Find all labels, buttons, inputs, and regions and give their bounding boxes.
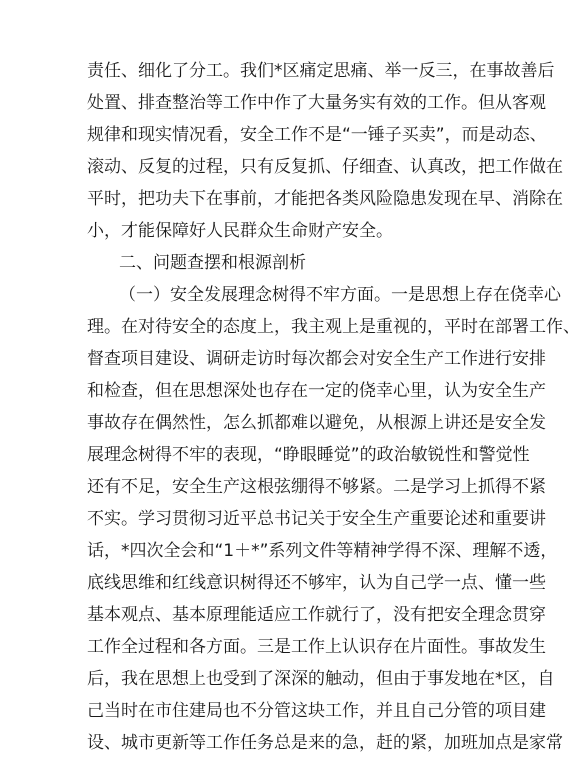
paragraph-line: 后，我在思想上也受到了深深的触动，但由于事发地在*区，自 (87, 669, 555, 689)
paragraph-line: （一）安全发展理念树得不牢方面。一是思想上存在侥幸心 (119, 285, 561, 305)
paragraph-line: 设、城市更新等工作任务总是来的急，赶的紧，加班加点是家常 (87, 733, 563, 753)
paragraph-line: 处置、排查整治等工作中作了大量务实有效的工作。但从客观 (87, 93, 546, 113)
paragraph-line: 理。在对待安全的态度上，我主观上是重视的，平时在部署工作、 (87, 317, 580, 337)
paragraph-line: 还有不足，安全生产这根弦绷得不够紧。二是学习上抓得不紧 (87, 477, 546, 497)
paragraph-line: 工作全过程和各方面。三是工作上认识存在片面性。事故发生 (87, 637, 546, 657)
paragraph-line: 话，*四次全会和“1＋*”系列文件等精神学得不深、理解不透， (87, 541, 558, 561)
paragraph-line: 己当时在市住建局也不分管这块工作，并且自己分管的项目建 (87, 701, 546, 721)
paragraph-line: 底线思维和红线意识树得还不够牢，认为自己学一点、懂一些 (87, 573, 546, 593)
paragraph-line: 基本观点、基本原理能适应工作就行了，没有把安全理念贯穿 (87, 605, 546, 625)
paragraph-line: 平时，把功夫下在事前，才能把各类风险隐患发现在早、消除在 (87, 189, 563, 209)
paragraph-line: 展理念树得不牢的表现，“睁眼睡觉”的政治敏锐性和警觉性 (87, 445, 530, 465)
paragraph-line: 滚动、反复的过程，只有反复抓、仔细查、认真改，把工作做在 (87, 157, 563, 177)
paragraph-line: 责任、细化了分工。我们*区痛定思痛、举一反三，在事故善后 (87, 61, 555, 81)
paragraph-line: 小，才能保障好人民群众生命财产安全。 (87, 221, 393, 241)
section-heading: 二、问题查摆和根源剖析 (119, 253, 306, 273)
paragraph-line: 规律和现实情况看，安全工作不是“一锤子买卖”，而是动态、 (87, 125, 547, 145)
paragraph-line: 不实。学习贯彻习近平总书记关于安全生产重要论述和重要讲 (87, 509, 546, 529)
paragraph-line: 事故存在偶然性，怎么抓都难以避免，从根源上讲还是安全发 (87, 413, 546, 433)
paragraph-line: 督查项目建设、调研走访时每次都会对安全生产工作进行安排 (87, 349, 546, 369)
paragraph-line: 和检查，但在思想深处也存在一定的侥幸心里，认为安全生产 (87, 381, 546, 401)
